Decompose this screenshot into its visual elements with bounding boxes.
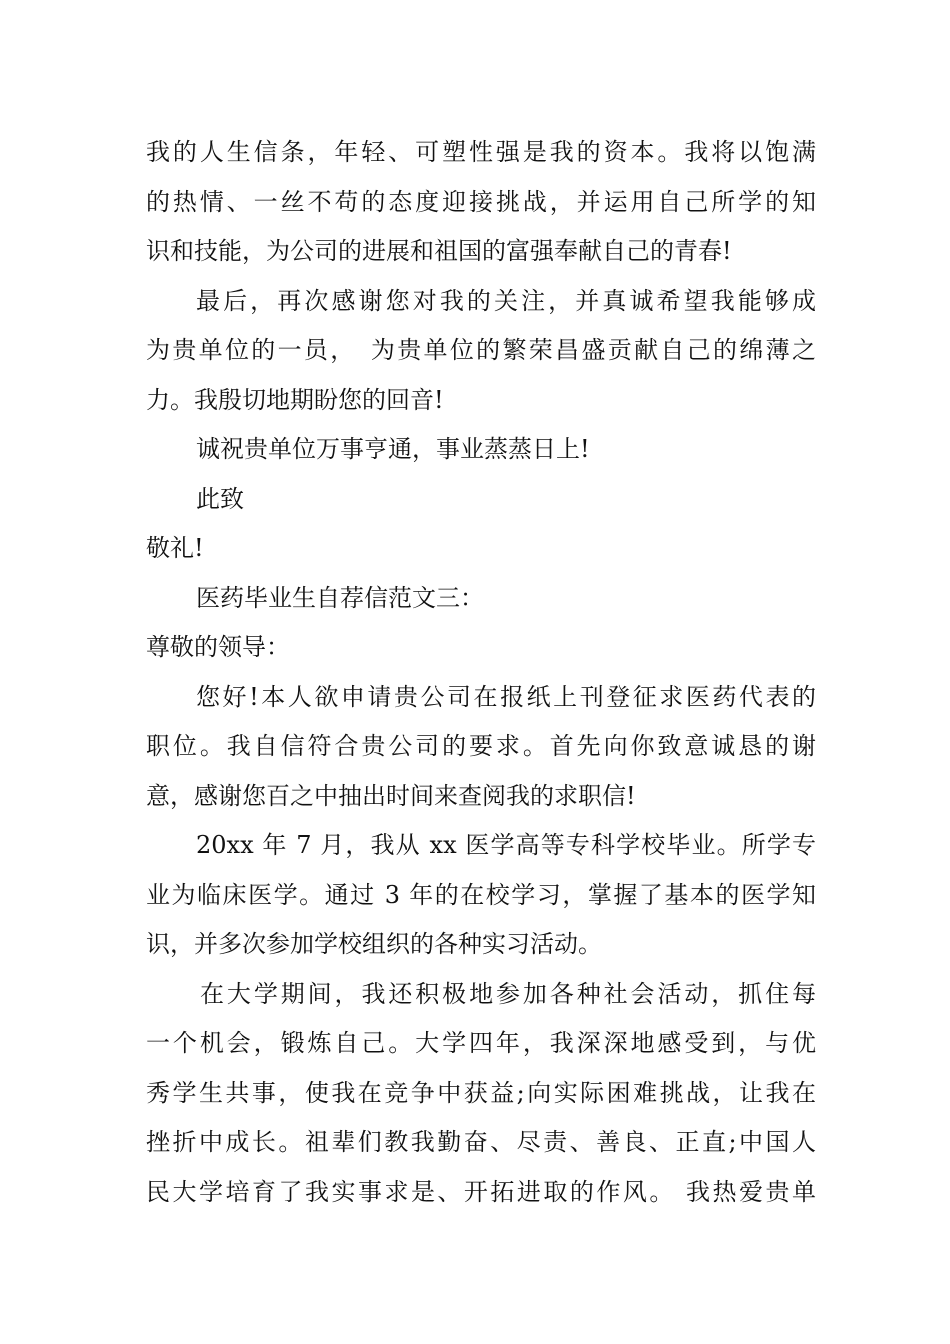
paragraph-1-line-3: 识和技能，为公司的进展和祖国的富强奉献自己的青春!: [146, 237, 732, 265]
paragraph-2-line-2: 为贵单位的一员， 为贵单位的繁荣昌盛贡献自己的绵薄之: [146, 336, 816, 364]
paragraph-5-line-5: 民大学培育了我实事求是、开拓进取的作风。 我热爱贵单: [146, 1177, 816, 1206]
paragraph-5-line-2: 一个机会，锻炼自己。大学四年，我深深地感受到，与优: [146, 1029, 816, 1057]
paragraph-1-line-1: 我的人生信条，年轻、可塑性强是我的资本。我将以饱满: [146, 138, 816, 166]
paragraph-2-line-3: 力。我殷切地期盼您的回音!: [146, 385, 444, 414]
paragraph-5-line-3: 秀学生共事，使我在竞争中获益;向实际困难挑战，让我在: [146, 1078, 816, 1107]
closing-line-1: 此致: [196, 484, 244, 513]
wishes-line: 诚祝贵单位万事亨通，事业蒸蒸日上!: [196, 435, 590, 463]
paragraph-4-line-3: 识，并多次参加学校组织的各种实习活动。: [146, 930, 602, 958]
paragraph-1-line-2: 的热情、一丝不苟的态度迎接挑战，并运用自己所学的知: [146, 187, 816, 216]
paragraph-4-line-1: 20xx 年 7 月，我从 xx 医学高等专科学校毕业。所学专: [196, 831, 816, 859]
paragraph-5-line-1: 在大学期间，我还积极地参加各种社会活动，抓住每: [200, 979, 816, 1008]
closing-line-2: 敬礼!: [146, 534, 204, 562]
salutation: 尊敬的领导：: [146, 633, 290, 661]
paragraph-4-line-2: 业为临床医学。通过 3 年的在校学习，掌握了基本的医学知: [146, 880, 816, 909]
paragraph-2-line-1: 最后，再次感谢您对我的关注，并真诚希望我能够成: [196, 286, 816, 315]
paragraph-3-line-2: 职位。我自信符合贵公司的要求。首先向你致意诚恳的谢: [146, 732, 816, 760]
paragraph-3-line-3: 意，感谢您百之中抽出时间来查阅我的求职信!: [146, 781, 636, 810]
paragraph-3-line-1: 您好!本人欲申请贵公司在报纸上刊登征求医药代表的: [196, 682, 816, 711]
section-title: 医药毕业生自荐信范文三：: [196, 583, 484, 612]
letter-body: [146, 128, 816, 1217]
paragraph-5-line-4: 挫折中成长。祖辈们教我勤奋、尽责、善良、正直;中国人: [146, 1128, 816, 1156]
